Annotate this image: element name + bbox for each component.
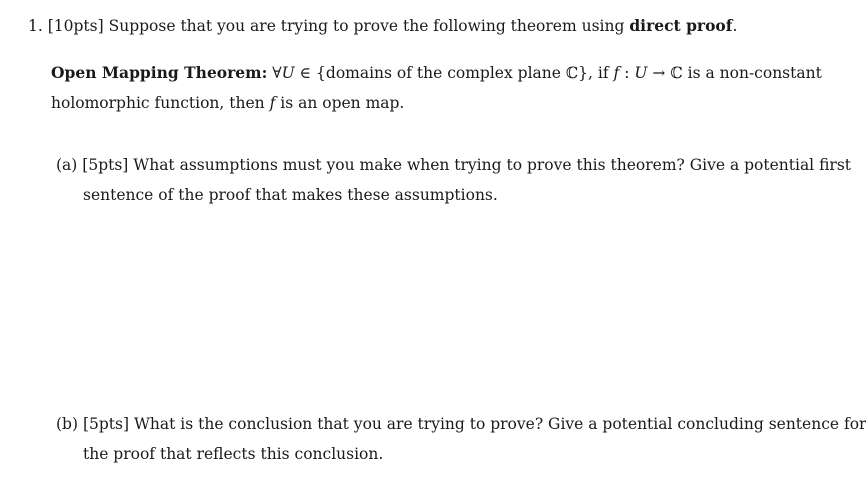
theorem-complex-c: ℂ [670, 64, 683, 82]
theorem-name: Open Mapping Theorem: [51, 63, 268, 82]
direct-proof-emphasis: direct proof [629, 16, 733, 35]
part-b-label: (b) [56, 415, 79, 433]
part-a-line-1 [56, 155, 851, 175]
part-a-points: [5pts] [82, 156, 129, 174]
theorem-line-2a: holomorphic function, then [51, 94, 265, 112]
part-a-line-2 [83, 185, 498, 205]
theorem-in: ∈ [299, 64, 312, 82]
problem-intro-end: . [732, 17, 738, 35]
theorem-var-f: f [613, 64, 620, 82]
problem-number: 1. [28, 17, 43, 35]
part-a-label: (a) [56, 156, 78, 174]
theorem-comma-if: , if [588, 64, 609, 82]
theorem-colon: : [624, 64, 630, 82]
theorem-arrow: → [652, 64, 666, 82]
part-a-question: What assumptions must you make when trying to prove this theorem? Give a potential first [133, 156, 851, 174]
part-b-question: What is the conclusion that you are trying to prove? Give a potential concluding sentence for [133, 415, 866, 433]
problem-intro: Suppose that you are trying to prove the following theorem using [108, 17, 625, 35]
theorem-rest-1: is a non-constant [687, 64, 822, 82]
problem-heading [28, 16, 737, 36]
part-b-line-2 [83, 444, 383, 464]
theorem-forall: ∀ [272, 64, 282, 82]
theorem-line-2 [51, 93, 404, 113]
theorem-set: {domains of the complex plane ℂ} [316, 64, 589, 82]
part-b-line-1 [56, 414, 866, 434]
theorem-var-u: U [281, 64, 295, 82]
part-a-question-cont: sentence of the proof that makes these assumptions. [83, 186, 498, 204]
part-b-question-cont: the proof that reflects this conclusion. [83, 445, 384, 463]
theorem-var-f2: f [269, 94, 276, 112]
part-b-points: [5pts] [82, 415, 130, 433]
theorem-line-1 [51, 63, 822, 83]
theorem-line-2b: is an open map. [280, 94, 405, 112]
problem-points: [10pts] [47, 17, 104, 35]
theorem-var-u2: U [634, 64, 648, 82]
